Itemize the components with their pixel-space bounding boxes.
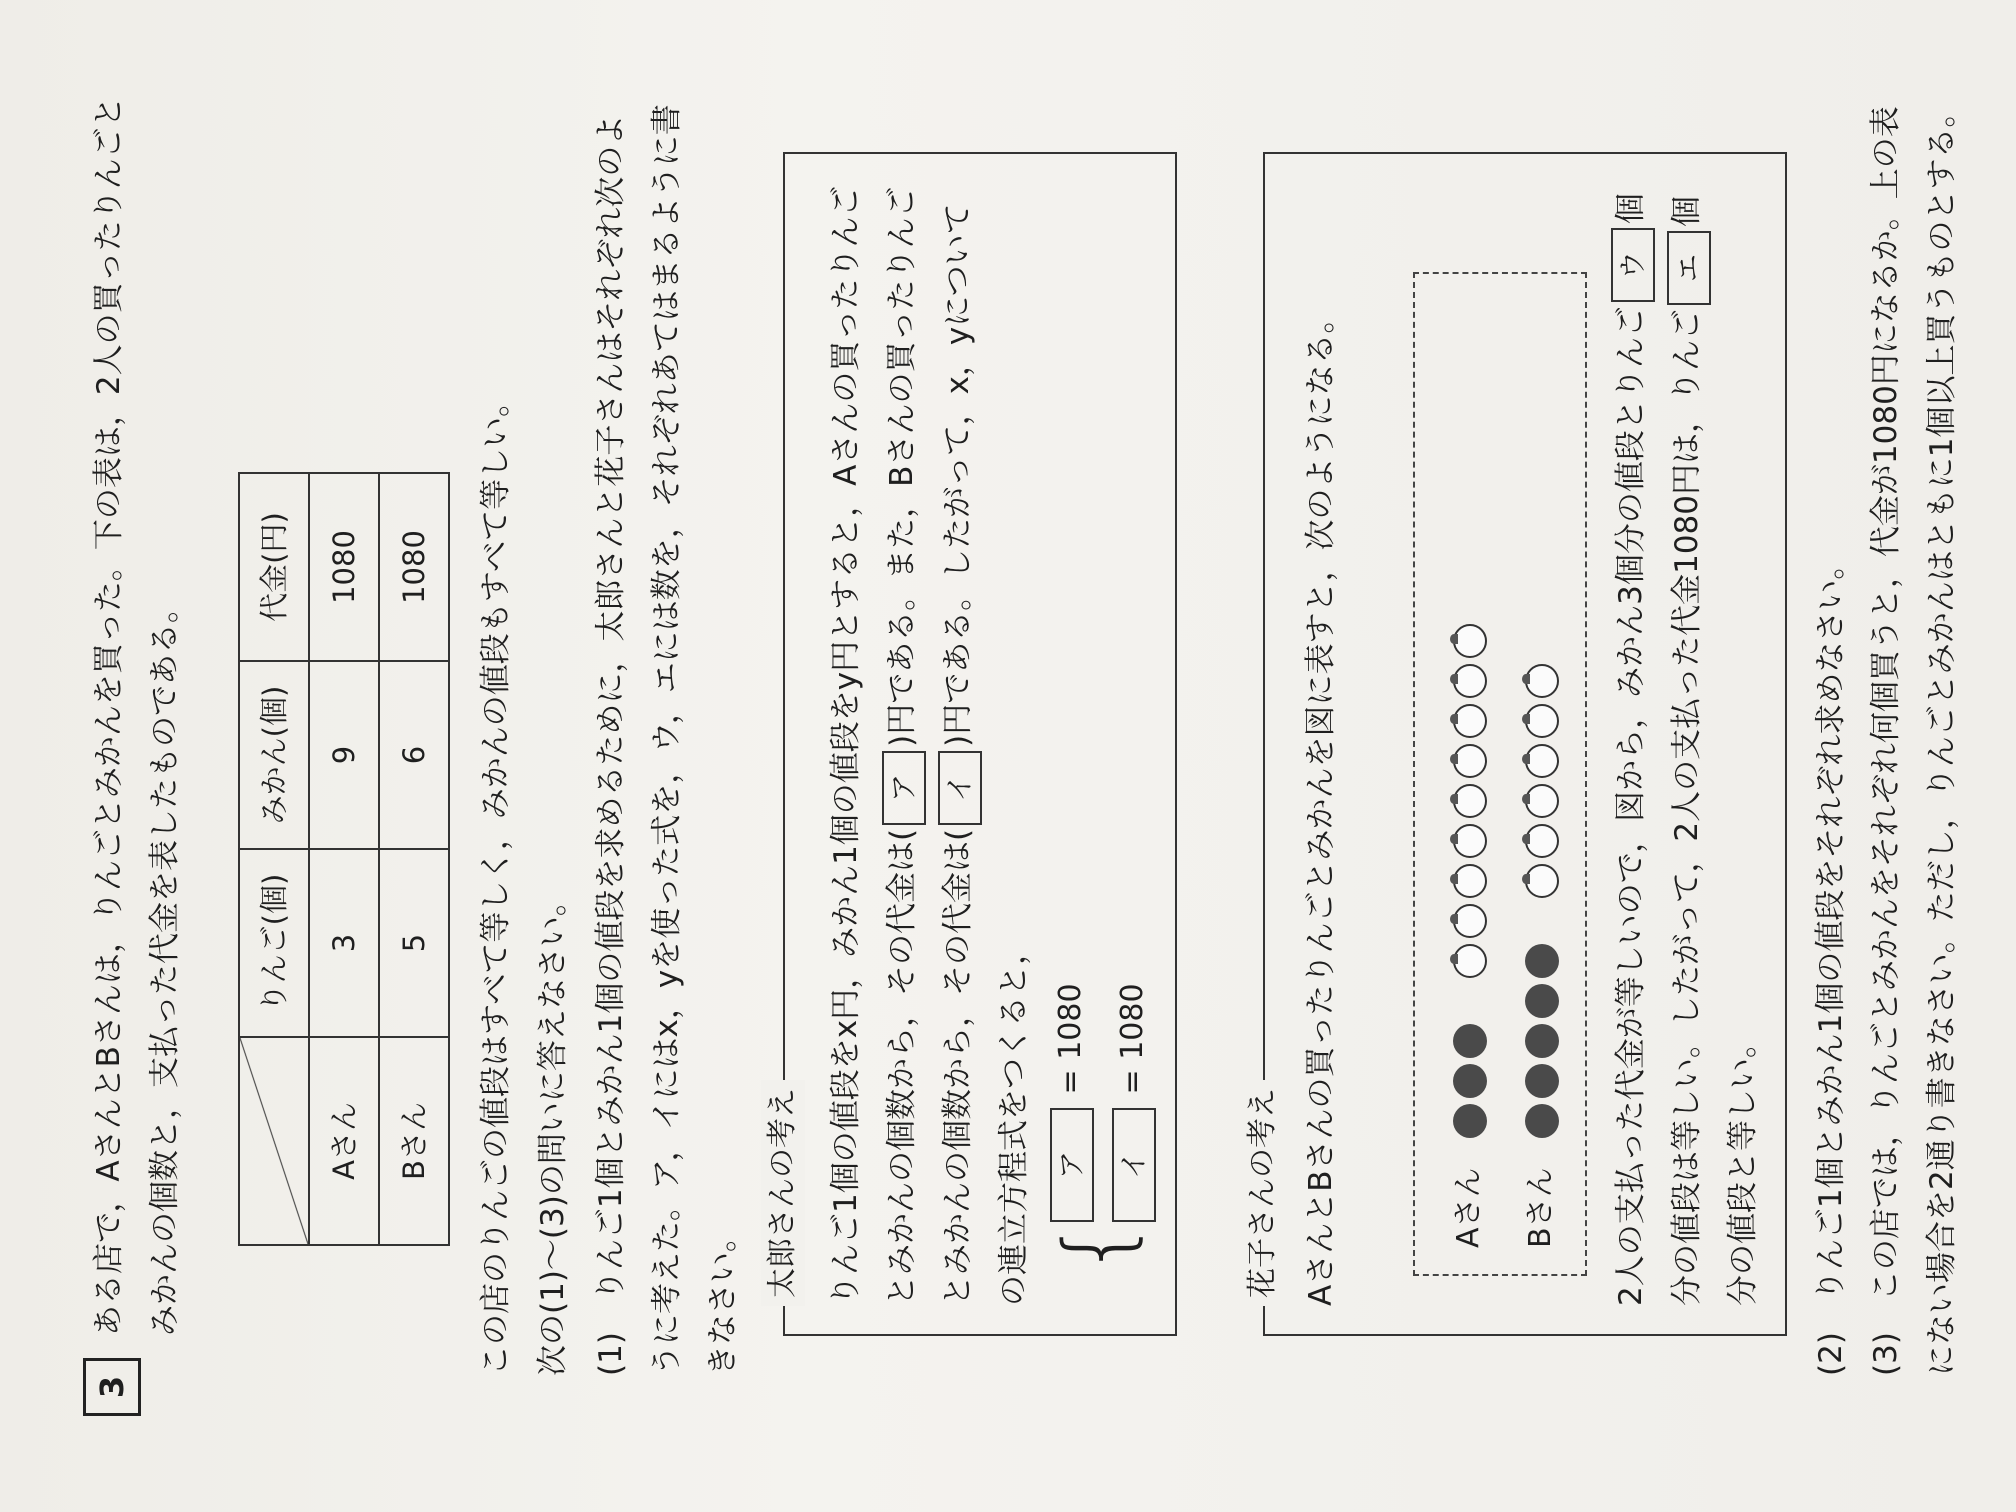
figure-fruits-a — [1451, 618, 1486, 1138]
orange-icon — [1453, 704, 1487, 738]
apple-icon — [1525, 1064, 1559, 1098]
cell-b-price: 1080 — [379, 473, 449, 661]
equation-slot-b[interactable]: イ — [1112, 1108, 1156, 1222]
question-number: 3 — [83, 1358, 141, 1416]
figure-row-b — [1513, 658, 1569, 1248]
exam-page — [43, 56, 1973, 1456]
hanako-text-b: 個分の値段は等しい。したがって，2人の支払った代金1080円は，りんご — [1613, 193, 1705, 1306]
apple-icon — [1525, 984, 1559, 1018]
taro-text-b: )円である。また，Bさんの買ったりんごとみかんの個数から，その代金は( — [884, 186, 976, 1306]
apple-icon — [1453, 1024, 1487, 1058]
answer-slot-d[interactable]: エ — [1667, 231, 1711, 305]
orange-icon — [1453, 864, 1487, 898]
orange-icon — [1453, 824, 1487, 858]
apple-icon — [1525, 1024, 1559, 1058]
cell-a-price: 1080 — [309, 473, 379, 661]
table-corner-cell — [239, 1037, 309, 1245]
cell-b-apples: 5 — [379, 849, 449, 1037]
orange-icon — [1525, 664, 1559, 698]
table-row — [309, 473, 379, 1245]
orange-icon — [1525, 704, 1559, 738]
question-2-text: (2) りんご1個とみかん1個の値段をそれぞれ求めなさい。 — [1813, 548, 1849, 1376]
fruit-figure — [1413, 272, 1587, 1276]
cell-a-oranges: 9 — [309, 661, 379, 849]
orange-icon — [1525, 824, 1559, 858]
question-3-text: (3) この店では，りんごとみかんをそれぞれ何個買うと，代金が1080円になるか。上の表にない場合を2通り書きなさい。ただし，りんごとみかんはともに1個以上買うものとする。 — [1868, 96, 1960, 1376]
hanako-text-c: 個分の値段と等しい。 — [1669, 196, 1761, 1306]
orange-icon — [1453, 624, 1487, 658]
row-label-a: Aさん — [309, 1037, 379, 1245]
table-header-price: 代金(円) — [239, 473, 309, 661]
figure-label-a: Aさん — [1451, 1167, 1486, 1248]
equation-2 — [1105, 983, 1161, 1226]
note-text: この店のりんごの値段はすべて等しく，みかんの値段もすべて等しい。 — [478, 385, 514, 1376]
simultaneous-equations — [1043, 676, 1163, 1276]
apple-icon — [1525, 944, 1559, 978]
orange-icon — [1525, 784, 1559, 818]
table-row — [379, 473, 449, 1245]
equation-1 — [1043, 983, 1099, 1226]
equation-slot-a[interactable]: ア — [1050, 1108, 1094, 1222]
hanako-text — [1603, 176, 1771, 1306]
orange-icon — [1525, 864, 1559, 898]
table-header-apples: りんご(個) — [239, 849, 309, 1037]
equation-2-rhs: = 1080 — [1115, 983, 1150, 1095]
answer-slot-c[interactable]: ウ — [1611, 228, 1655, 302]
row-label-b: Bさん — [379, 1037, 449, 1245]
brace-icon: { — [1045, 1218, 1150, 1276]
hanako-box-title: 花子さんの考え — [1241, 1080, 1285, 1306]
figure-row-a — [1441, 618, 1497, 1248]
cell-b-oranges: 6 — [379, 661, 449, 849]
question-1-text: (1) りんご1個とみかん1個の値段を求めるために，太郎さんと花子さんはそれぞれ次のように考えた。ア，イにはx，yを使った式を，ウ，エには数を，それぞれあてはまるように書きなさい。 — [593, 104, 741, 1376]
cell-a-apples: 3 — [309, 849, 379, 1037]
table-header-oranges: みかん(個) — [239, 661, 309, 849]
purchase-table — [238, 472, 450, 1246]
equation-1-rhs: = 1080 — [1053, 983, 1088, 1095]
orange-icon — [1525, 744, 1559, 778]
taro-text-c: )円である。したがって，x，yについての連立方程式をつくると， — [940, 203, 1032, 1306]
answer-slot-a[interactable]: ア — [882, 751, 926, 825]
instruction-text: 次の(1)～(3)の問いに答えなさい。 — [535, 885, 571, 1376]
apple-icon — [1525, 1104, 1559, 1138]
figure-label-b: Bさん — [1523, 1167, 1558, 1248]
orange-icon — [1453, 784, 1487, 818]
apple-icon — [1453, 1064, 1487, 1098]
table-header-row — [239, 473, 309, 1245]
hanako-intro: AさんとBさんの買ったりんごとみかんを図に表すと，次のようになる。 — [1303, 302, 1339, 1306]
taro-text — [818, 176, 1042, 1306]
orange-icon — [1453, 944, 1487, 978]
answer-slot-b[interactable]: イ — [938, 751, 982, 825]
apple-icon — [1453, 1104, 1487, 1138]
intro-text: ある店で，AさんとBさんは，りんごとみかんを買った。下の表は，2人の買ったりんごとみかんの個数と，支払った代金を表したものである。 — [91, 96, 183, 1336]
taro-text-a: りんご1個の値段をx円，みかん1個の値段をy円とすると，Aさんの買ったりんごとみかんの個数から，その代金は( — [828, 185, 920, 1306]
taro-box-title: 太郎さんの考え — [761, 1080, 805, 1306]
figure-fruits-b — [1523, 658, 1558, 1138]
orange-icon — [1453, 664, 1487, 698]
hanako-text-a: 2人の支払った代金が等しいので，図から，みかん3個分の値段とりんご — [1613, 306, 1649, 1306]
orange-icon — [1453, 904, 1487, 938]
orange-icon — [1453, 744, 1487, 778]
